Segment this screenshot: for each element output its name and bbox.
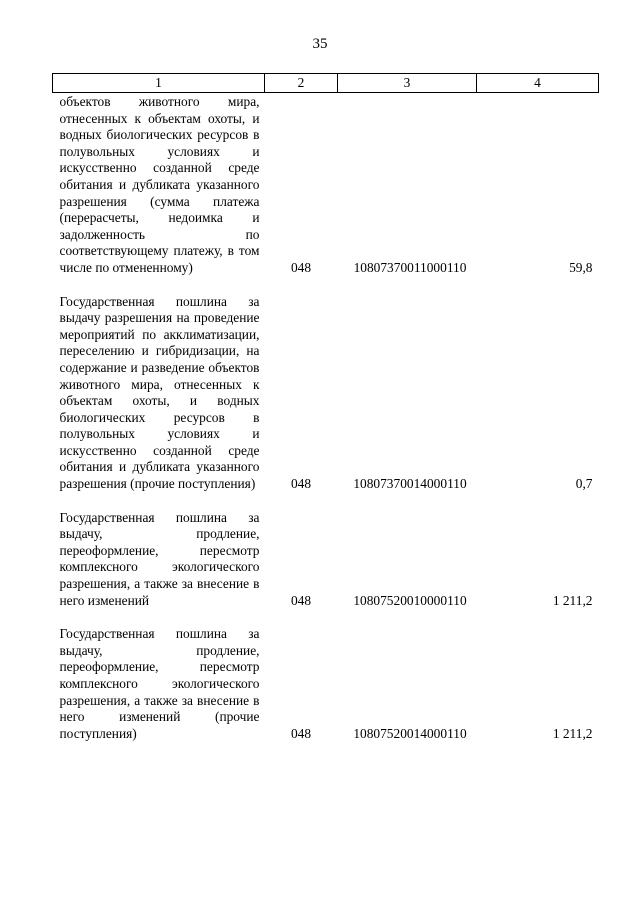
row-amount: 1 211,2	[552, 592, 593, 608]
table-row	[53, 493, 599, 610]
table-row	[53, 277, 599, 493]
row-description: Государственная пошлина за выдачу, продление, переоформление, пересмотр комплексного экологического разрешения, а также за внесение в него изменений	[59, 509, 260, 608]
column-header-4: 4	[477, 74, 599, 93]
column-header-2: 2	[265, 74, 338, 93]
column-header-3: 3	[338, 74, 477, 93]
row-amount: 59,8	[569, 259, 593, 275]
row-code: 10807520010000110	[353, 592, 467, 608]
budget-table	[52, 73, 599, 742]
row-amount: 1 211,2	[552, 725, 593, 741]
row-description: Государственная пошлина за выдачу разрешения на проведение мероприятий по акклиматизации, переселению и гибридизации, на содержание и разведение объектов животного мира, отнесенных к объектам охоты, и водных биологических ресурсов в полувольных условиях и искусственно созданной среде обитания и дубликата указанного разрешения (прочие поступления)	[59, 293, 260, 492]
row-description: Государственная пошлина за выдачу, продление, переоформление, пересмотр комплексного экологического разрешения, а также за внесение в него изменений (прочие поступления)	[59, 626, 260, 741]
row-code: 10807370011000110	[353, 259, 467, 275]
page-number: 35	[312, 36, 328, 52]
table-header-row	[53, 74, 599, 93]
row-description: объектов животного мира, отнесенных к объектам охоты, и водных биологических ресурсов в полувольных условиях и искусственно созданной среде обитания и дубликата указанного разрешения (сумма платежа (перерасчеты, недоимка и задолженность по соответствующему платежу, в том числе по отмененному)	[59, 94, 260, 275]
row-category: 048	[290, 259, 312, 275]
column-header-1: 1	[53, 74, 265, 93]
row-category: 048	[290, 476, 312, 492]
row-category: 048	[290, 592, 312, 608]
table-row	[53, 93, 599, 277]
row-code: 10807520014000110	[353, 725, 467, 741]
table-row	[53, 609, 599, 742]
row-code: 10807370014000110	[353, 476, 467, 492]
row-category: 048	[290, 725, 312, 741]
row-amount: 0,7	[575, 476, 593, 492]
